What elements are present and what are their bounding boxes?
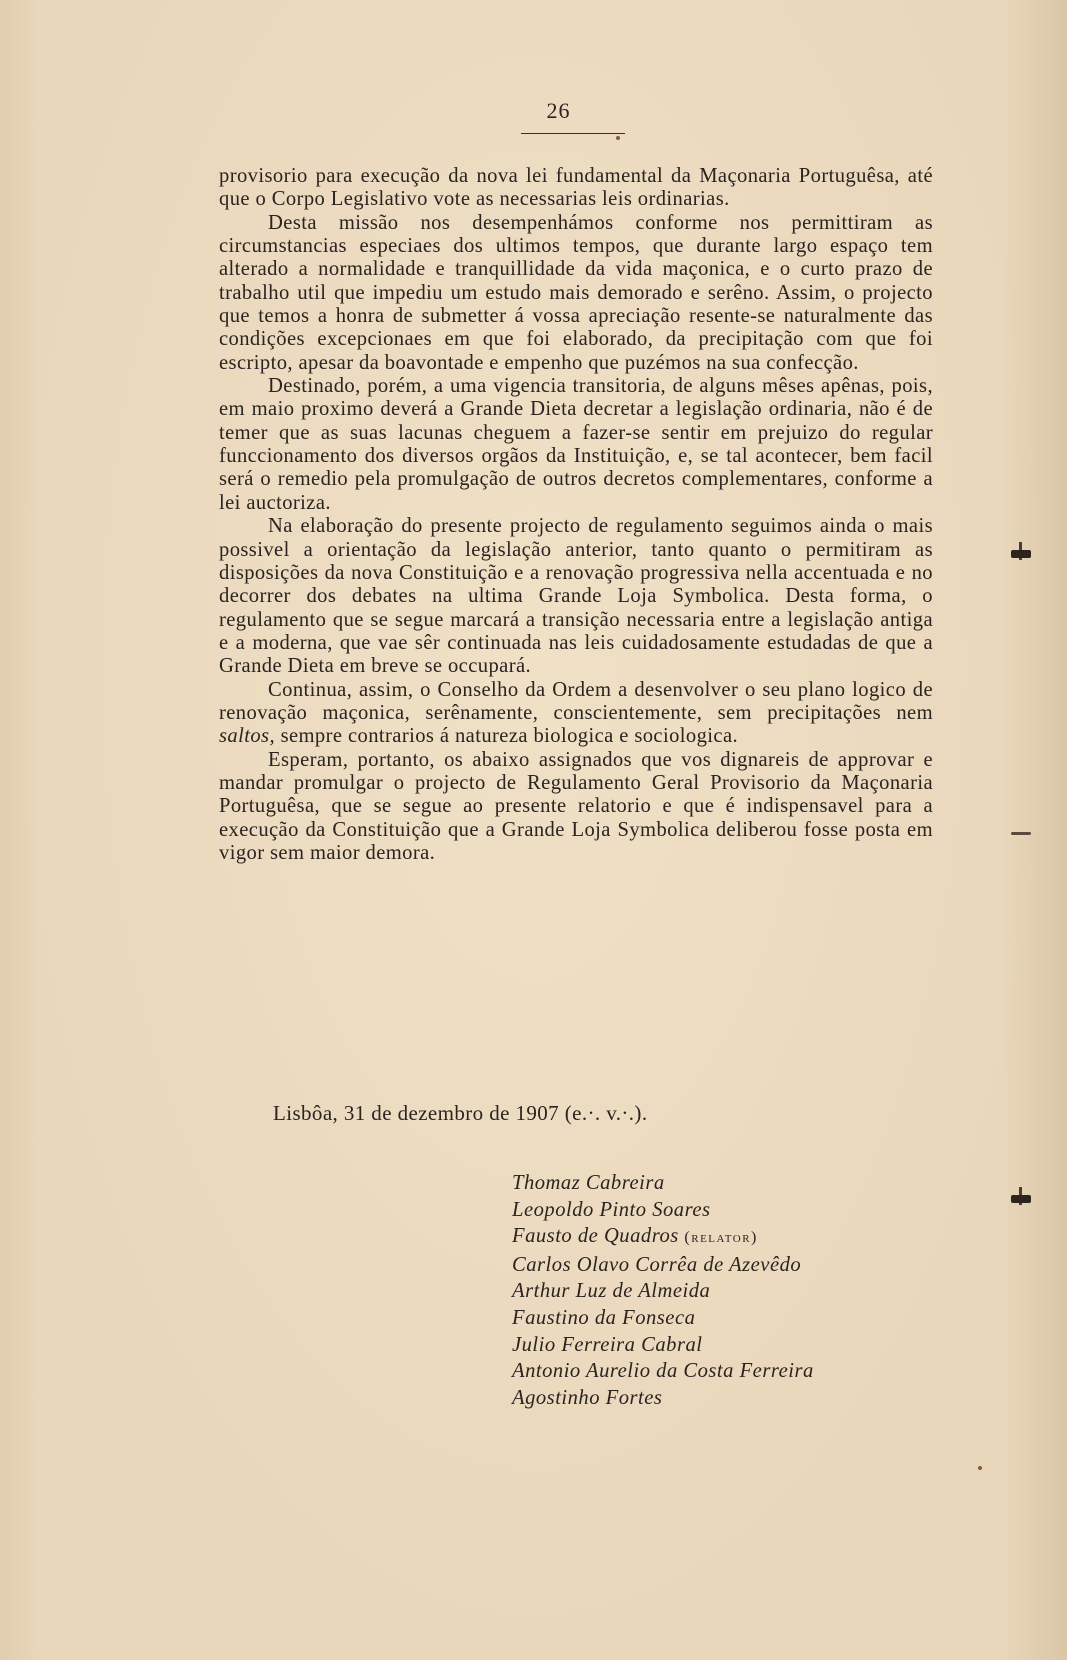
paragraph-3: Destinado, porém, a uma vigencia transitoria, de alguns mêses apênas, pois, em maio proximo deverá a Grande Dieta decretar a legislação ordinaria, não é de temer que as suas lacunas cheguem a fazer-se sentir em prejuizo do regular funccionamento dos diversos orgãos da Instituição, e, se tal acontecer, bem facil será o remedio pela promulgação de outros decretos complementares, conforme a lei auctoriza. xyxy=(219,375,933,514)
signature-6: Faustino da Fonseca xyxy=(512,1306,696,1329)
paragraph-2: Desta missão nos desempenhámos conforme nos permittiram as circumstancias especiaes dos ultimos tempos, que durante largo espaço tem alterado a normalidade e tranquillidade da vida maçonica, e o curto prazo de trabalho util que impediu um estudo mais demorado e serêno. Assim, o projecto que temos a honra de submetter á vossa apreciação resente-se naturalmente das condições excepcionaes em que foi elaborado, da precipitação com que foi escripto, apesar da boavontade e empenho que puzémos na sua confecção. xyxy=(219,211,933,374)
ink-speck xyxy=(616,136,620,140)
dateline: Lisbôa, 31 de dezembro de 1907 (e.·. v.·.). xyxy=(273,1101,648,1125)
signature-3-role: (relator) xyxy=(684,1229,758,1247)
paragraph-4: Na elaboração do presente projecto de regulamento seguimos ainda o mais possivel a orientação da legislação anterior, tanto quanto o permitiram as disposições da nova Constituição e a renovação progressiva nella accentuada e no decorrer dos debates na ultima Grande Loja Symbolica. Desta forma, o regulamento que se segue marcará a transição necessaria entre a legislação antiga e a moderna, que vae sêr continuada nas leis cuidadosamente estudadas de que a Grande Dieta em breve se occupará. xyxy=(219,515,933,678)
signature-2: Leopoldo Pinto Soares xyxy=(512,1198,711,1221)
signature-5: Arthur Luz de Almeida xyxy=(512,1280,711,1303)
binding-mark-lower xyxy=(1005,1185,1033,1215)
signature-3-name: Fausto de Quadros xyxy=(512,1225,679,1248)
paragraph-5-italic: saltos, xyxy=(219,725,276,748)
paragraph-5-text-a: Continua, assim, o Conselho da Ordem a desenvolver o seu plano logico de renovação maçonica, serênamente, conscientemente, sem precipitações nem xyxy=(219,678,933,724)
signature-block xyxy=(512,1170,814,1411)
ink-speck xyxy=(978,1466,982,1470)
signature-1: Thomaz Cabreira xyxy=(512,1172,665,1194)
binding-mark-upper xyxy=(1005,540,1033,570)
signature-7: Julio Ferreira Cabral xyxy=(512,1333,703,1356)
paragraph-6: Esperam, portanto, os abaixo assignados que vos dignareis de approvar e mandar promulgar o projecto de Regulamento Geral Provisorio da Maçonaria Portuguêsa, que se segue ao presente relatorio e que é indispensavel para a execução da Constituição que a Grande Loja Symbolica deliberou fosse posta em vigor sem maior demora. xyxy=(219,748,933,864)
paragraph-5-text-b: sempre contrarios á natureza biologica e sociologica. xyxy=(275,725,739,748)
binding-mark-middle xyxy=(1005,830,1033,840)
page-number: 26 xyxy=(546,98,571,123)
header-rule xyxy=(521,133,625,134)
signature-9: Agostinho Fortes xyxy=(512,1386,663,1409)
body-text xyxy=(219,165,933,865)
signature-3 xyxy=(512,1223,814,1252)
signature-4: Carlos Olavo Corrêa de Azevêdo xyxy=(512,1253,802,1276)
paragraph-1: provisorio para execução da nova lei fundamental da Maçonaria Portuguêsa, até que o Corpo Legislativo vote as necessarias leis ordinarias. xyxy=(219,165,933,211)
paragraph-5 xyxy=(219,679,933,749)
signature-8: Antonio Aurelio da Costa Ferreira xyxy=(512,1360,814,1383)
